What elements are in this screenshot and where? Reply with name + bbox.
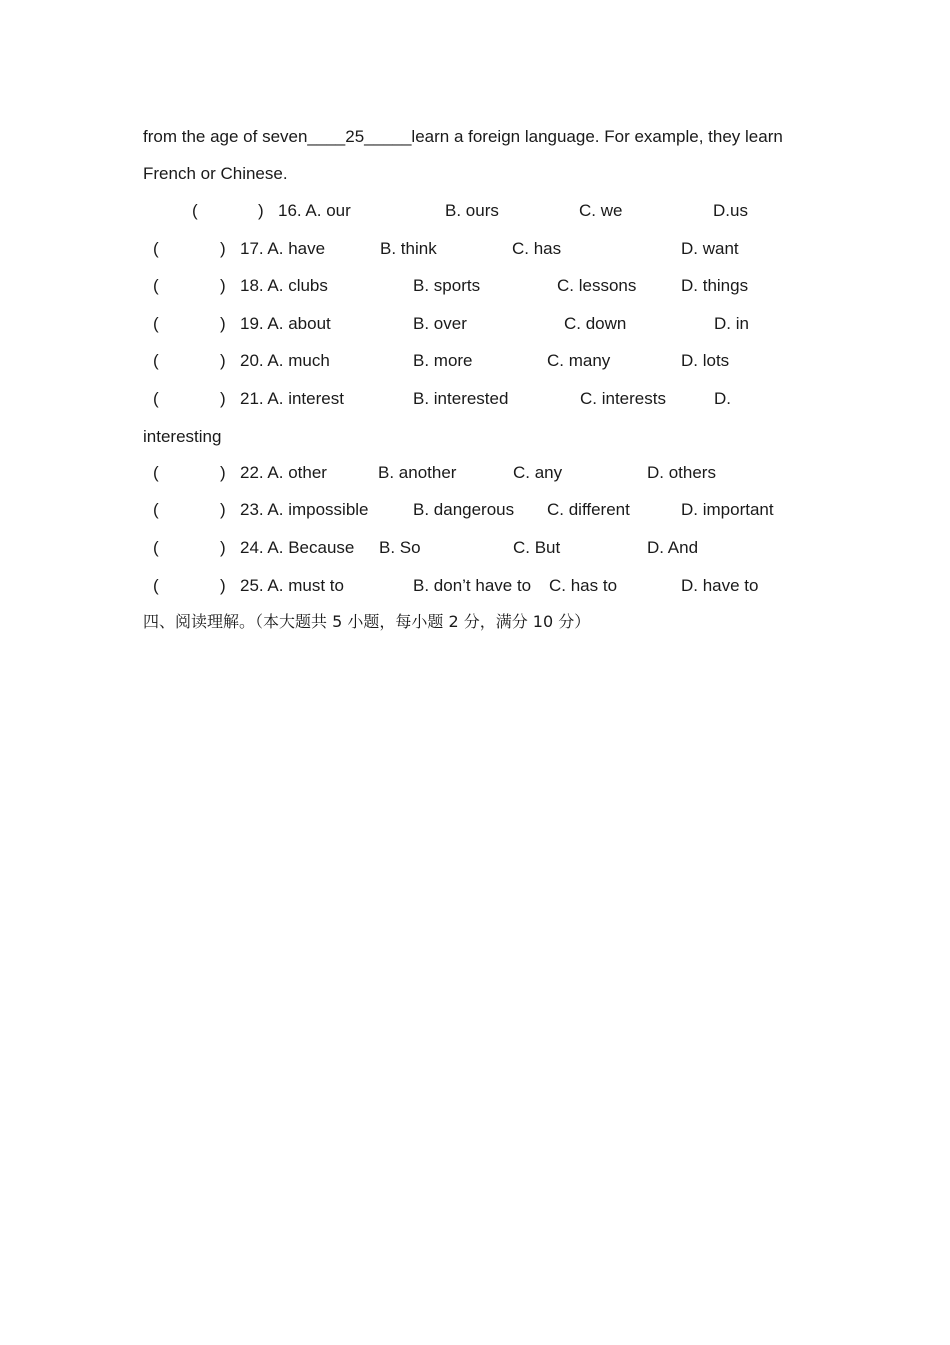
option-d: D. in	[714, 314, 749, 333]
answer-blank-open: (	[153, 314, 159, 333]
answer-blank-close: )	[220, 276, 226, 295]
option-c: C. many	[547, 351, 611, 370]
option-c: C. interests	[580, 389, 666, 408]
option-d: D.	[714, 389, 731, 408]
answer-blank-close: )	[220, 538, 226, 557]
answer-blank-close: )	[220, 351, 226, 370]
question-20	[0, 351, 950, 371]
option-d: D. And	[647, 538, 699, 557]
option-b: B. over	[413, 314, 467, 333]
option-c: C. has	[512, 239, 562, 258]
passage-line-2: French or Chinese.	[143, 164, 288, 183]
question-19	[0, 314, 950, 334]
option-b: B. don’t have to	[413, 576, 532, 595]
option-d: D. want	[681, 239, 739, 258]
option-a: 17. A. have	[240, 239, 326, 258]
option-d: D. have to	[681, 576, 759, 595]
option-d: D. things	[681, 276, 749, 295]
option-c: C. any	[513, 463, 563, 482]
option-b: B. ours	[445, 201, 499, 220]
answer-blank-close: )	[220, 463, 226, 482]
answer-blank-open: (	[153, 351, 159, 370]
question-17	[0, 239, 950, 259]
answer-blank-close: )	[220, 314, 226, 333]
option-c: C. down	[564, 314, 627, 333]
answer-blank-open: (	[153, 389, 159, 408]
question-24	[0, 538, 950, 558]
option-a: 18. A. clubs	[240, 276, 328, 295]
option-a: 24. A. Because	[240, 538, 355, 557]
question-23	[0, 500, 950, 520]
answer-blank-open: (	[153, 576, 159, 595]
answer-blank-open: (	[153, 463, 159, 482]
question-21-option-d-continuation: interesting	[143, 427, 222, 446]
answer-blank-open: (	[153, 276, 159, 295]
option-c: C. we	[579, 201, 623, 220]
option-a: 16. A. our	[278, 201, 351, 220]
answer-blank-close: )	[220, 500, 226, 519]
question-16	[0, 201, 950, 221]
option-b: B. dangerous	[413, 500, 515, 519]
option-d: D. important	[681, 500, 774, 519]
option-d: D.us	[713, 201, 748, 220]
option-a: 23. A. impossible	[240, 500, 369, 519]
option-b: B. think	[380, 239, 437, 258]
option-d: D. lots	[681, 351, 730, 370]
option-a: 25. A. must to	[240, 576, 344, 595]
option-a: 19. A. about	[240, 314, 331, 333]
option-b: B. another	[378, 463, 457, 482]
answer-blank-close: )	[220, 576, 226, 595]
option-b: B. So	[379, 538, 421, 557]
option-c: C. But	[513, 538, 561, 557]
question-25	[0, 576, 950, 596]
question-18	[0, 276, 950, 296]
option-a: 22. A. other	[240, 463, 327, 482]
option-c: C. different	[547, 500, 630, 519]
option-c: C. has to	[549, 576, 618, 595]
answer-blank-open: (	[153, 239, 159, 258]
option-c: C. lessons	[557, 276, 637, 295]
answer-blank-open: (	[153, 500, 159, 519]
question-22	[0, 463, 950, 483]
answer-blank-close: )	[258, 201, 264, 220]
option-d: D. others	[647, 463, 716, 482]
answer-blank-open: (	[192, 201, 198, 220]
question-21	[0, 389, 950, 409]
section-4-heading: 四、阅读理解。（本大题共 5 小题，每小题 2 分，满分 10 分）	[143, 612, 591, 631]
answer-blank-close: )	[220, 389, 226, 408]
option-b: B. more	[413, 351, 473, 370]
answer-blank-close: )	[220, 239, 226, 258]
option-a: 20. A. much	[240, 351, 330, 370]
option-b: B. sports	[413, 276, 481, 295]
answer-blank-open: (	[153, 538, 159, 557]
passage-line-1: from the age of seven____25_____learn a foreign language. For example, they learn	[143, 127, 783, 146]
option-a: 21. A. interest	[240, 389, 344, 408]
option-b: B. interested	[413, 389, 509, 408]
